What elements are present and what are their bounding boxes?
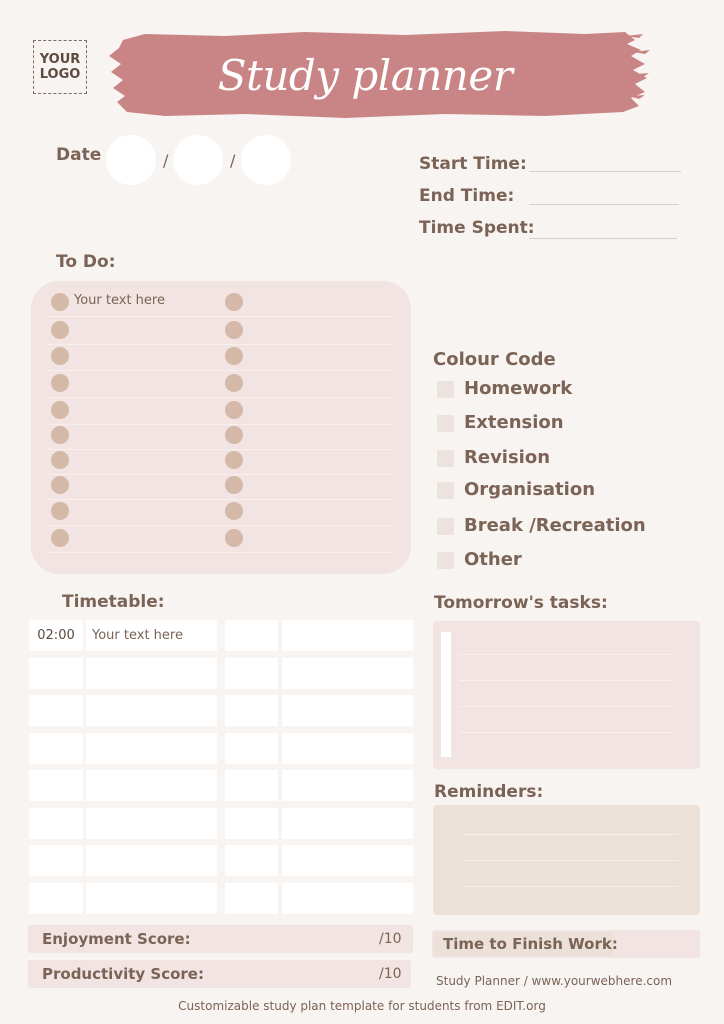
todo-heading: To Do: bbox=[56, 252, 116, 272]
timetable-time-cell[interactable] bbox=[225, 883, 278, 914]
tomorrow-line bbox=[459, 654, 673, 655]
todo-line bbox=[46, 344, 392, 345]
end-time-field[interactable] bbox=[529, 204, 679, 205]
colour-swatch[interactable] bbox=[437, 482, 454, 499]
reminders-heading: Reminders: bbox=[434, 782, 544, 802]
timetable-heading: Timetable: bbox=[62, 592, 165, 612]
timetable-time-cell[interactable] bbox=[225, 808, 278, 839]
todo-line bbox=[46, 424, 392, 425]
todo-line bbox=[46, 397, 392, 398]
todo-line bbox=[46, 370, 392, 371]
todo-checkbox[interactable] bbox=[225, 401, 243, 419]
date-month-field[interactable] bbox=[173, 135, 223, 185]
tomorrow-line bbox=[459, 680, 673, 681]
date-label: Date bbox=[56, 145, 102, 165]
timetable-time-cell[interactable] bbox=[225, 770, 278, 801]
tomorrow-tasks-margin bbox=[441, 632, 451, 757]
colour-code-label: Homework bbox=[464, 378, 573, 399]
time-spent-field[interactable] bbox=[529, 238, 677, 239]
todo-checkbox[interactable] bbox=[225, 374, 243, 392]
reminder-line bbox=[464, 834, 678, 835]
date-separator: / bbox=[163, 151, 169, 170]
todo-checkbox[interactable] bbox=[51, 293, 69, 311]
todo-checkbox[interactable] bbox=[225, 502, 243, 520]
start-time-label: Start Time: bbox=[419, 154, 527, 174]
todo-line bbox=[46, 449, 392, 450]
timetable-time-cell[interactable] bbox=[225, 695, 278, 726]
colour-code-label: Break /Recreation bbox=[464, 515, 646, 536]
date-separator: / bbox=[230, 151, 236, 170]
colour-swatch[interactable] bbox=[437, 415, 454, 432]
todo-checkbox[interactable] bbox=[51, 451, 69, 469]
todo-checkbox[interactable] bbox=[225, 476, 243, 494]
reminder-line bbox=[464, 886, 678, 887]
colour-code-label: Other bbox=[464, 549, 522, 570]
timetable-task-cell[interactable] bbox=[282, 845, 413, 876]
logo-line-2: LOGO bbox=[39, 67, 81, 82]
reminder-line bbox=[464, 860, 678, 861]
timetable-time-cell[interactable] bbox=[29, 808, 83, 839]
productivity-score-max: /10 bbox=[379, 966, 402, 982]
tomorrow-tasks-box[interactable] bbox=[433, 621, 700, 769]
timetable-task-cell[interactable]: Your text here bbox=[86, 620, 217, 651]
tomorrow-heading: Tomorrow's tasks: bbox=[434, 593, 608, 613]
timetable-task-cell[interactable] bbox=[86, 658, 217, 689]
todo-checkbox[interactable] bbox=[51, 401, 69, 419]
timetable-time-cell[interactable] bbox=[29, 770, 83, 801]
enjoyment-score-max: /10 bbox=[379, 931, 402, 947]
todo-checkbox[interactable] bbox=[51, 347, 69, 365]
finish-time-label: Time to Finish Work: bbox=[443, 935, 618, 953]
date-year-field[interactable] bbox=[241, 135, 291, 185]
colour-code-label: Extension bbox=[464, 412, 564, 433]
colour-swatch[interactable] bbox=[437, 518, 454, 535]
logo-line-1: YOUR bbox=[39, 52, 81, 67]
timetable-time-cell[interactable] bbox=[29, 883, 83, 914]
todo-line bbox=[46, 474, 392, 475]
timetable-task-cell[interactable] bbox=[86, 883, 217, 914]
timetable-time-cell[interactable] bbox=[225, 733, 278, 764]
todo-line bbox=[46, 316, 392, 317]
todo-checkbox[interactable] bbox=[51, 321, 69, 339]
timetable-time-cell[interactable] bbox=[29, 695, 83, 726]
timetable-time-cell[interactable] bbox=[225, 658, 278, 689]
todo-checkbox[interactable] bbox=[225, 293, 243, 311]
time-spent-label: Time Spent: bbox=[419, 218, 535, 238]
todo-checkbox[interactable] bbox=[225, 451, 243, 469]
todo-checkbox[interactable] bbox=[51, 529, 69, 547]
timetable-task-cell[interactable] bbox=[282, 695, 413, 726]
timetable-time-cell[interactable] bbox=[29, 658, 83, 689]
colour-code-label: Organisation bbox=[464, 479, 596, 500]
start-time-field[interactable] bbox=[529, 171, 681, 172]
timetable-time-cell[interactable] bbox=[225, 845, 278, 876]
todo-checkbox[interactable] bbox=[225, 321, 243, 339]
colour-code-label: Revision bbox=[464, 447, 551, 468]
timetable-task-cell[interactable] bbox=[282, 733, 413, 764]
todo-checkbox[interactable] bbox=[51, 476, 69, 494]
timetable-task-cell[interactable] bbox=[282, 620, 413, 651]
productivity-score-label: Productivity Score: bbox=[42, 965, 204, 983]
timetable-time-cell[interactable] bbox=[225, 620, 278, 651]
timetable-time-cell[interactable] bbox=[29, 845, 83, 876]
timetable-task-cell[interactable] bbox=[86, 733, 217, 764]
todo-panel bbox=[31, 281, 411, 574]
end-time-label: End Time: bbox=[419, 186, 515, 206]
todo-checkbox[interactable] bbox=[225, 529, 243, 547]
todo-checkbox[interactable] bbox=[51, 502, 69, 520]
tomorrow-line bbox=[459, 706, 673, 707]
footer-site: Study Planner / www.yourwebhere.com bbox=[436, 974, 673, 988]
footer-credit: Customizable study plan template for students from EDIT.org bbox=[178, 999, 546, 1013]
todo-checkbox[interactable] bbox=[51, 426, 69, 444]
colour-code-heading: Colour Code bbox=[433, 349, 556, 370]
timetable-task-cell[interactable] bbox=[282, 658, 413, 689]
date-day-field[interactable] bbox=[106, 135, 156, 185]
timetable-time-cell[interactable]: 02:00 bbox=[29, 620, 83, 651]
todo-checkbox[interactable] bbox=[51, 374, 69, 392]
colour-swatch[interactable] bbox=[437, 552, 454, 569]
colour-swatch[interactable] bbox=[437, 381, 454, 398]
enjoyment-score-label: Enjoyment Score: bbox=[42, 930, 191, 948]
timetable-task-cell[interactable] bbox=[86, 845, 217, 876]
todo-checkbox[interactable] bbox=[225, 347, 243, 365]
todo-line bbox=[46, 525, 392, 526]
logo-placeholder bbox=[33, 40, 87, 94]
colour-swatch[interactable] bbox=[437, 450, 454, 467]
tomorrow-line bbox=[459, 732, 673, 733]
timetable-task-cell[interactable] bbox=[282, 770, 413, 801]
timetable-task-cell[interactable] bbox=[86, 695, 217, 726]
timetable-task-cell[interactable] bbox=[86, 770, 217, 801]
todo-line bbox=[46, 552, 392, 553]
timetable-task-cell[interactable] bbox=[282, 883, 413, 914]
todo-item-text[interactable]: Your text here bbox=[74, 293, 165, 308]
page-title: Study planner bbox=[217, 50, 513, 100]
timetable-task-cell[interactable] bbox=[86, 808, 217, 839]
todo-line bbox=[46, 499, 392, 500]
todo-checkbox[interactable] bbox=[225, 426, 243, 444]
timetable-time-cell[interactable] bbox=[29, 733, 83, 764]
timetable-task-cell[interactable] bbox=[282, 808, 413, 839]
